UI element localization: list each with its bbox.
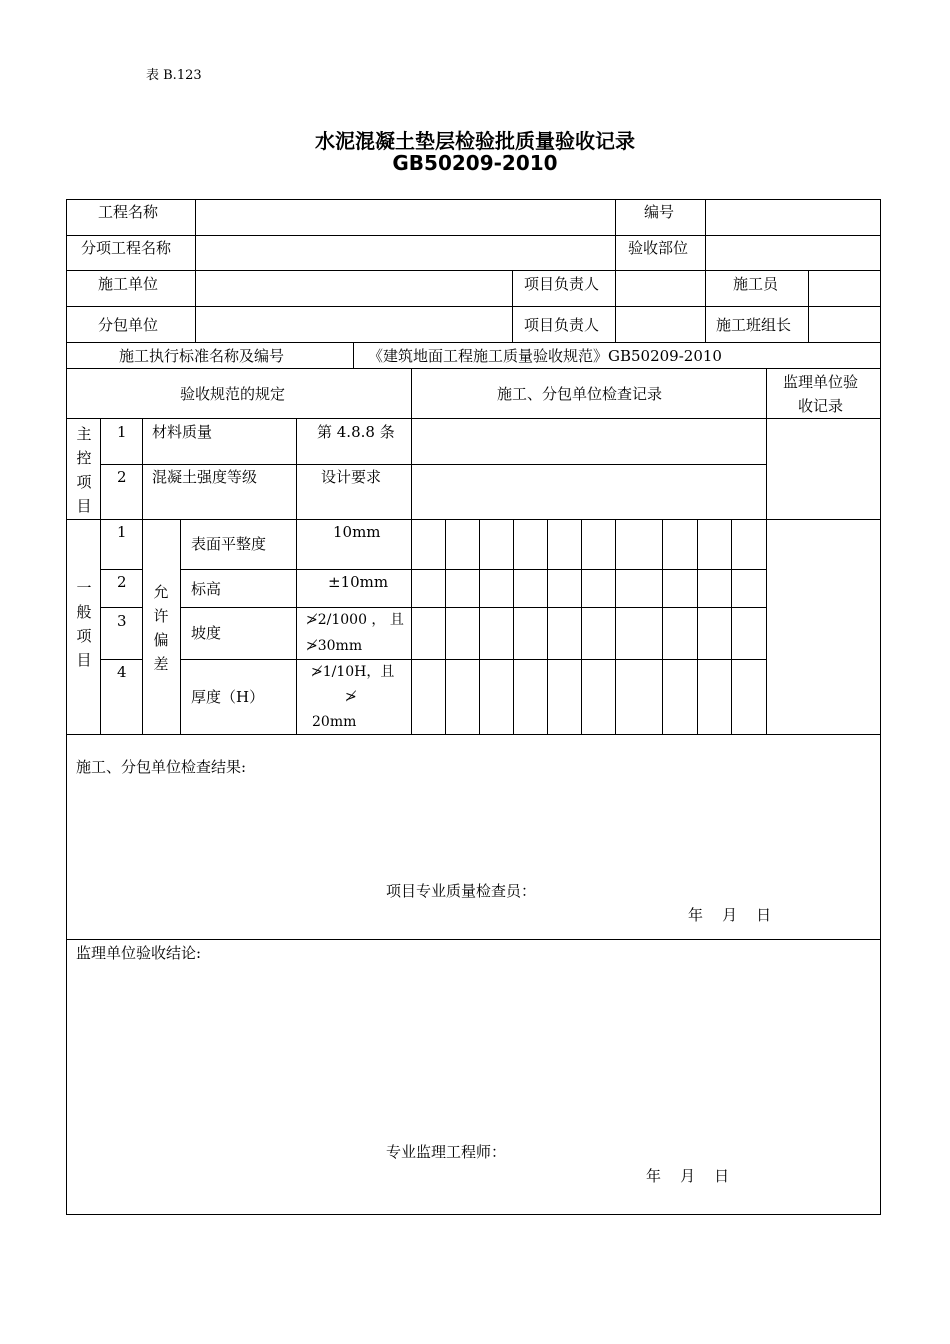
rule [731,519,732,734]
rule [66,1214,881,1215]
rule [766,368,767,734]
rule [808,270,809,342]
rule [66,235,881,236]
general-items-label: 一般项目 [76,579,92,669]
rule [615,519,616,734]
item-name: 厚度（H） [191,688,265,706]
supervision-header-line2: 收记录 [798,397,844,415]
project-manager-label-2: 项目负责人 [524,316,600,334]
rule [180,659,766,660]
rule [195,199,196,342]
rule [66,306,881,307]
sub-project-label: 分项工程名称 [81,239,172,257]
rule [513,519,514,734]
item-name: 表面平整度 [191,535,267,553]
spec-header: 验收规范的规定 [180,385,286,403]
rule [100,607,142,608]
rule [880,199,881,1215]
rule [66,270,881,271]
rule [479,519,480,734]
standard-label: 施工执行标准名称及编号 [119,347,285,365]
item-requirement: ≯ [345,689,357,705]
item-name: 混凝土强度等级 [152,468,258,486]
supervision-conclusion-label: 监理单位验收结论: [76,944,202,962]
number-label: 编号 [644,203,675,221]
rule [180,569,766,570]
item-no: 1 [117,523,127,541]
item-no: 1 [117,423,127,441]
item-requirement: ≯30mm [306,638,363,654]
rule [66,342,881,343]
page-title: 水泥混凝土垫层检验批质量验收记录 [315,129,635,153]
quality-inspector-label: 项目专业质量检查员： [386,882,537,900]
rule [547,519,548,734]
project-manager-label: 项目负责人 [524,275,600,293]
rule [66,368,881,369]
rule [180,607,766,608]
rule [662,519,663,734]
item-name: 材料质量 [152,423,213,441]
item-no: 2 [117,468,127,486]
rule [180,519,181,734]
supervising-engineer-label: 专业监理工程师： [386,1143,507,1161]
rule [296,418,297,734]
rule [512,270,513,342]
subcontract-unit-label: 分包单位 [98,316,159,334]
check-record-header: 施工、分包单位检查记录 [497,385,663,403]
rule [100,418,101,734]
item-no: 3 [117,612,127,630]
rule [581,519,582,734]
rule [66,199,881,200]
rule [142,418,143,734]
tolerance-label: 允许偏差 [153,583,169,673]
check-result-label: 施工、分包单位检查结果: [76,758,247,776]
rule [615,199,616,271]
rule [66,519,881,520]
rule [100,464,766,465]
main-control-label: 主控项目 [76,425,92,515]
item-requirement: ±10mm [328,573,389,591]
constructor-label: 施工员 [733,275,779,293]
item-requirement: ≯2/1000 ， 且 [306,612,404,628]
rule [353,342,354,368]
rule [445,519,446,734]
item-requirement: 设计要求 [321,468,382,486]
rule [66,199,67,1215]
rule [66,734,881,735]
item-requirement: 20mm [312,714,357,730]
rule [66,939,881,940]
result-date: 年 月 日 [688,906,772,924]
acceptance-part-label: 验收部位 [628,239,689,257]
item-requirement: ≯1/10H，且 [311,664,395,680]
supervision-header-line1: 监理单位验 [783,373,859,391]
rule [100,659,142,660]
rule [411,368,412,734]
item-name: 坡度 [191,624,222,642]
table-number: 表 B.123 [146,68,202,83]
item-no: 4 [117,663,127,681]
rule [615,270,616,342]
item-name: 标高 [191,580,222,598]
rule [697,519,698,734]
item-no: 2 [117,573,127,591]
item-requirement: 10mm [333,523,381,541]
project-name-label: 工程名称 [98,203,159,221]
page-subtitle: GB50209-2010 [392,151,558,175]
rule [66,418,881,419]
standard-value: 《建筑地面工程施工质量验收规范》GB50209-2010 [368,347,722,365]
construction-unit-label: 施工单位 [98,275,159,293]
rule [100,569,142,570]
rule [705,199,706,342]
conclusion-date: 年 月 日 [646,1167,730,1185]
team-leader-label: 施工班组长 [716,316,792,334]
item-requirement: 第 4.8.8 条 [317,423,395,441]
